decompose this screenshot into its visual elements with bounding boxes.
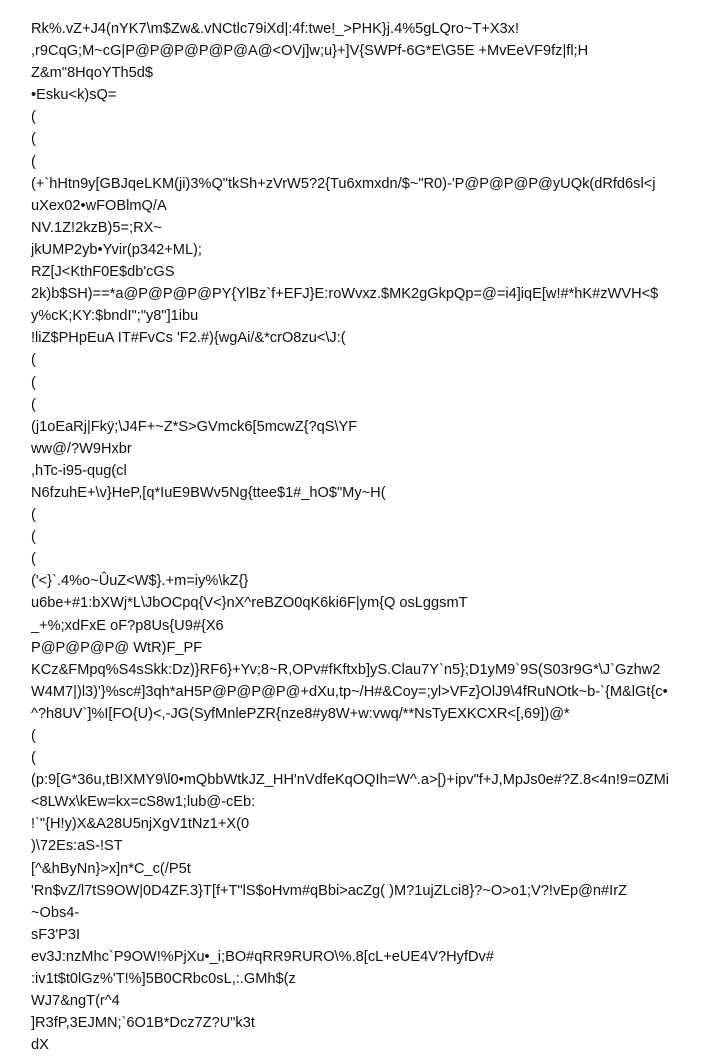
text-line: dX — [31, 1037, 49, 1054]
text-line: (j1oEaRj|Fkÿ;\J4F+~Z*S>GVmck6[5mcwZ{?qS\YF — [31, 418, 358, 435]
text-line: N6fzuhE+\v}HeP,[q*IuE9BWv5Ng{ttee$1#_hO$"My~H( — [31, 484, 386, 501]
text-line: [^&hByNn}>x]n*C_c(/P5t — [31, 860, 191, 877]
text-line: uXex02•wFOBlmQ/A — [31, 197, 167, 214]
text-line: ]R3fP,3EJMN;`6O1B*Dcz7Z?U"k3t — [31, 1015, 255, 1032]
text-line: ( — [31, 750, 36, 767]
text-line: ( — [31, 109, 36, 126]
text-line: Rk%.vZ+J4(nYK7\m$Zw&.vNCtlc79iXd|:4f:twe!_>PHK}j.4%5gLQro~T+X3x! — [31, 21, 520, 37]
text-line: ( — [31, 153, 36, 170]
text-line: RZ[J<KthF0E$db'cGS — [31, 264, 175, 281]
text-line: ( — [31, 529, 36, 546]
text-line: !liZ$PHpEuA IT#FvCs 'F2.#){wgAi/&*crO8zu<\J:( — [31, 330, 346, 347]
text-line: ~Obs4- — [31, 904, 80, 921]
text-line: (+`hHtn9y[GBJqeLKM(ji)3%Q"tkSh+zVrW5?2{Tu6xmxdn/$~"R0)-'P@P@P@P@yUQk(dRfd6sl<j — [31, 175, 656, 192]
text-line: sF3'P3I — [31, 926, 81, 943]
text-line: •Esku<k)sQ= — [31, 87, 117, 104]
text-line: WJ7&ngT(r^4 — [31, 993, 120, 1010]
text-line: ,hTc-i95-qug(cl — [31, 462, 127, 479]
text-line: ( — [31, 551, 36, 568]
text-line: u6be+#1:bXWj*L\JbOCpq{V<}nX^reBZO0qK6ki6F|ym{Q osLggsmT — [31, 595, 468, 612]
text-line: ( — [31, 374, 36, 391]
text-line: 2k)b$SH)==*a@P@P@P@PY{YlBz`f+EFJ}E:roWvxz.$MK2gGkpQp=@=i4]iqE[w!#*hK#zWVH<$ — [31, 286, 659, 303]
text-line: 'Rn$vZ/l7tS9OW|0D4ZF.3}T[f+T"lS$oHvm#qBbi>acZg( )M?1ujZLci8}?~O>o1;V?!vEp@n#IrZ — [31, 882, 627, 899]
text-line: <8LWx\kEw=kx=cS8w1;lub@-cEb: — [31, 794, 256, 811]
text-line: ,r9CqG;M~cG|P@P@P@P@P@A@<OVj]w;u}+]V{SWPf-6G*E\G5E +MvEeVF9fz|fl;H — [31, 43, 589, 60]
text-line: ev3J:nzMhc`P9OW!%PjXu•_i;BO#qRR9RURO\%.8[cL+eUE4V?HyfDv# — [31, 948, 494, 965]
text-line: ( — [31, 507, 36, 524]
text-line: Z&m"8HqoYTh5d$ — [31, 65, 153, 82]
text-line: ( — [31, 352, 36, 369]
text-line: :iv1t$t0lGz%'T!%]5B0CRbc0sL,:.GMh$(z — [31, 971, 296, 988]
text-line: _+%;xdFxE oF?p8Us{U9#{X6 — [31, 617, 224, 634]
text-line: (p:9[G*36u,tB!XMY9\l0•mQbbWtkJZ_HH'nVdfeKqOQIh=W^.a>[)+ipv"f+J,MpJs0e#?Z.8<4n!9=0ZMi — [31, 772, 669, 789]
text-line: NV.1Z!2kzB)5=;RX~ — [31, 219, 162, 236]
text-line: ( — [31, 728, 36, 744]
text-line: ( — [31, 396, 36, 413]
text-line: y%cK;KY:$bndI";"y8"]1ibu — [31, 308, 199, 325]
document-text-block — [31, 18, 721, 1056]
text-line: P@P@P@P@ WtR)F_PF — [31, 639, 203, 656]
text-line: )\72Es:aS-!ST — [31, 838, 123, 855]
text-line: ^?h8UV`]%I[FO{U)<,-JG(SyfMnlePZR{nze8#y8W+w:vwq/**NsTyEXKCXR<[,69])@* — [31, 705, 570, 722]
text-line: !`"{H!y)X&A28U5njXgV1tNz1+X(0 — [31, 816, 250, 833]
text-line: W4M7|)l3)'}%sc#]3qh*aH5P@P@P@P@+dXu,tp~/H#&Coy=;yl>VFz}OlJ9\4fRuNOtk~b-`{M&lGt{c• — [31, 683, 668, 700]
text-line: ('<}`.4%o~ÛuZ<W$}.+m=iy%\kZ{} — [31, 573, 249, 590]
text-line: jkUMP2yb•Yvir(p342+ML); — [31, 241, 202, 258]
text-line: ( — [31, 131, 36, 148]
text-line: KCz&FMpq%S4sSkk:Dz)}RF6}+Yv;8~R,OPv#fKftxb]yS.Clau7Y`n5};D1yM9`9S(S03r9G*\J`Gzhw2 — [31, 661, 661, 678]
text-line: ww@/?W9Hxbr — [31, 440, 132, 457]
